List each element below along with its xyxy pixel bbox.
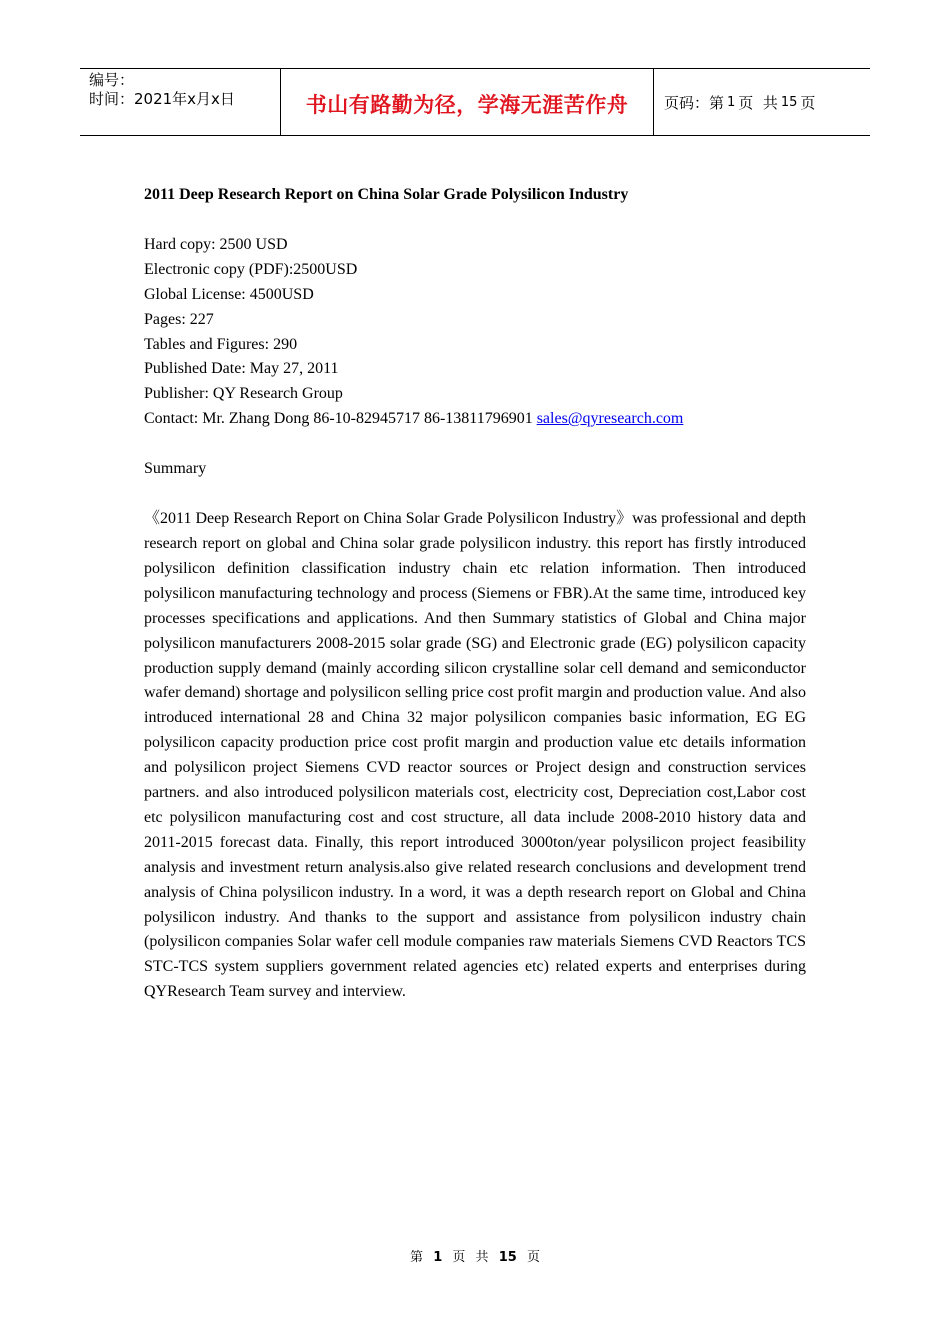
date-label: 时间：2021年x月x日 bbox=[89, 90, 235, 108]
page-total: 15 bbox=[780, 94, 798, 110]
publisher: Publisher: QY Research Group bbox=[144, 385, 343, 403]
global-license: Global License: 4500USD bbox=[144, 285, 314, 303]
footer-total: 15 bbox=[498, 1250, 517, 1265]
summary-heading: Summary bbox=[144, 460, 207, 478]
footer-current: 1 bbox=[433, 1250, 443, 1265]
report-meta bbox=[144, 233, 806, 432]
header-page-cell bbox=[654, 69, 870, 135]
pages: Pages: 227 bbox=[144, 310, 214, 328]
document-title: 2011 Deep Research Report on China Solar Grade Polysilicon Industry bbox=[144, 186, 629, 203]
summary-body: 《2011 Deep Research Report on China Solar Grade Polysilicon Industry》was professional and depth research report on global and China solar grade polysilicon industry. this report has firstly introduced polysilicon definition classification industry chain etc relation information. Then introduced polysilicon manufacturing technology and process (Siemens or FBR).At the same time, introduced key processes specifications and applications. And then Summary statistics of Global and China major polysilicon manufacturers 2008-2015 solar grade (SG) and Electronic grade (EG) polysilicon capacity production supply demand (mainly according silicon crystalline solar cell demand and semiconductor wafer demand) shortage and polysilicon selling price cost profit margin and production value. And also introduced international 28 and China 32 major polysilicon companies basic information, EG EG polysilicon capacity production price cost profit margin and production value etc details information and polysilicon project Siemens CVD reactor sources or Project design and construction services partners. and also introduced polysilicon materials cost, electricity cost, Depreciation cost,Labor cost etc polysilicon manufacturing cost and cost structure, all data include 2008-2010 history data and 2011-2015 forecast data. Finally, this report introduced 3000ton/year polysilicon project feasibility analysis and investment return analysis.also give related research conclusions and development trend analysis of China polysilicon industry. In a word, it was a depth research report on Global and China polysilicon industry. And thanks to the support and assistance from polysilicon industry chain (polysilicon companies Solar wafer cell module companies raw materials Siemens CVD Reactors TCS STC-TCS system suppliers government related agencies etc) related experts and enterprises during QYResearch Team survey and interview. bbox=[144, 510, 806, 1001]
page-prefix: 页码：第 bbox=[664, 93, 725, 112]
header-left-cell bbox=[80, 69, 281, 135]
contact-email-link[interactable]: sales@qyresearch.com bbox=[536, 410, 684, 428]
contact-line bbox=[144, 407, 806, 432]
page-suffix: 页 bbox=[800, 93, 816, 112]
code-label: 编号： bbox=[89, 71, 135, 89]
tables-figures: Tables and Figures: 290 bbox=[144, 335, 298, 353]
footer-mid2: 共 bbox=[475, 1250, 489, 1265]
motto-text: 书山有路勤为径，学海无涯苦作舟 bbox=[305, 93, 629, 117]
footer-suffix: 页 bbox=[526, 1250, 540, 1265]
footer-mid1: 页 bbox=[452, 1250, 466, 1265]
footer-prefix: 第 bbox=[410, 1250, 424, 1265]
electronic-copy: Electronic copy (PDF):2500USD bbox=[144, 260, 358, 278]
document-body bbox=[144, 183, 806, 1005]
published-date: Published Date: May 27, 2011 bbox=[144, 360, 339, 378]
page-current: 1 bbox=[727, 94, 736, 110]
hard-copy: Hard copy: 2500 USD bbox=[144, 235, 288, 253]
contact-text: Contact: Mr. Zhang Dong 86-10-82945717 86-13811796901 bbox=[144, 410, 537, 428]
header-motto-cell bbox=[281, 69, 654, 135]
header-table bbox=[80, 68, 870, 136]
page-footer bbox=[0, 1246, 950, 1265]
page-mid: 页 共 bbox=[738, 93, 778, 112]
